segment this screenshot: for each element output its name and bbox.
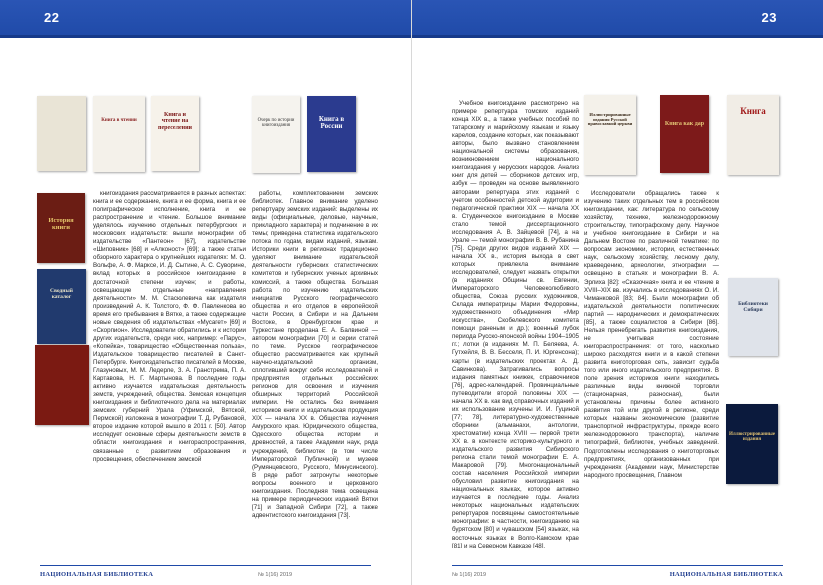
issue-number: № 1(16) 2019 — [452, 572, 487, 578]
right-page — [412, 0, 823, 585]
book-cover: Книга и чтение на переселении — [151, 96, 199, 171]
page-footer — [0, 563, 411, 585]
left-page — [0, 0, 411, 585]
text-column: работы, комплектованием земских библиотек. Главное внимание уделено репертуару земских изданий: выделены их виды (официальные, деловые, научные, прикладного характера) и подчинение в их темы; приведена статистика издательского потока по годам, видам изданий, языкам. Историки книги в регионах традиционно уделяют внимание издательской деятельности губернских статистических комитетов и губернских ученых архивных комиссий, а также общества. Большая работа по изучению издательских инициатив Русского географического общества и его отделов в европейской части России, в Сибири и на Дальнем Востоке, в Оренбургском крае и Туркестане проделана Е. А. Балвиной — автором монографии [70] и серии статей по теме. Русское географическое общество рассматривается как крупный научно-издательский организм, сплотивший вокруг себя исследователей и предприятия отдельных российских регионов для освоения и изучения обширных территорий Российской империи. Не остались без внимания историков книги и издательская продукция XIX — начала XX в. Общества изучения Амурского края. Юридического общества, Одесского общества истории и древностей, а также Академии наук, ряда учреждений, библиотек (в том числе Императорской Публичной) и музеев (Румянцевского, Русского, Минусинского). В ряде работ затронуты некоторые вопросы военного и церковного книгоиздания. Последняя тема освещена на примере периодических изданий Вятки [71] и Западной Сибири [72], а также адвентистского книгоиздания [73]. — [252, 190, 378, 519]
book-cover: Сводный каталог — [37, 269, 86, 344]
book-cover: Книга в чтении — [93, 96, 145, 172]
issue-number: № 1(16) 2019 — [258, 572, 293, 578]
book-cover: Книга в России — [307, 96, 356, 172]
book-cover: Библиотеки Сибири — [728, 278, 778, 356]
page-footer — [412, 563, 823, 585]
text-column: книгоиздания рассматривается в разных аспектах: книга и ее содержание, книга и ее форма, книга и ее полиграфическое исполнение, книга и ее распространение и чтение. Большое внимание уделялось изучению отдельных петербургских и московских издательств: вышли монографии об издательстве «Пантеон» [67], издательстве «Шиповник» [68] и «Алконост» [69]; а также статьи обзорного характера о крупнейших издателях: М. О. Вольфе, А. Ф. Марксе, И. Д. Сытине, А. С. Суворине, вклад которых в российское книгоиздание в достаточной степени изучен; и работы, освещающие отдельные «направления деятельности» М. М. Стасюлевича как издателя произведений А. К. Толстого, Ф. Ф. Павленкова во время его пребывания в Вятке, а также содержащие новые сведения об издательствах «Мусагет» [69] и «Скорпион». Исследователи обратились и к истории других издательств, среди них, например: «Парус», «Копейка», товарищество «Общественная польза», Издательское товарищество писателей в Санкт-Петербурге. Книгоиздательство писателей в Москве, Глазуновых, М. М. Ледерле, З. А. Гранстрема, П. А. Картавова, Н. Г. Мартынова. В последние годы активно изучается издательская деятельность земств, учреждений, общества. Земская концепция книгоиздания и библиотечного дела на материалах земских губерний Урала (Уфимской, Вятской, Пермской) изложена в монографии Т. Д. Рубановой, второе издание которой вышло в 2011 г. [50]. Автор исследует основные сферы деятельности земств в области книгоиздания и книгораспространения, связанные с развитием образования и просвещения, обеспечением земской — [93, 190, 246, 463]
book-cover — [35, 345, 89, 425]
book-cover — [37, 96, 86, 171]
journal-name: НАЦИОНАЛЬНАЯ БИБЛИОТЕКА — [40, 571, 154, 578]
page-number: 22 — [44, 10, 60, 25]
book-cover: Иллюстрированные издания — [726, 404, 778, 484]
journal-name: НАЦИОНАЛЬНАЯ БИБЛИОТЕКА — [669, 571, 783, 578]
book-cover: Книга как дар — [660, 95, 709, 173]
book-cover: История книги — [37, 193, 85, 263]
text-column: Исследователи обращались также к изучению таких отдельных тем в российском книгоиздании, как: литература по сельскому хозяйству, технике, железнодорожному строительству, типографскому делу. Научное и учебное книгоиздание в Сибири и на Дальнем Востоке по различной тематике: по вопросам экономики, истории, естественных наук, сельскому хозяйству, лесному делу, краеведению, археологии, этнографии — освещено в статьях и монографии В. А. Эрлиха [82]: «Сказочная» книга и ее чтение в XVIII–XIX вв. изучались в исследованиях О. И. Чиманковой [83; 84]. Были монографии об издательской деятельности политических партий — народнических и демократических [85], а также социалистов в Сибири [86]. Нельзя пренебрегать развития книгоиздания, не учитывая состояние книгораспространения: от того, насколько широко расходятся книги и в какой степени развита книготорговая сеть, зависит судьба того или иного издательского предприятия. В поле зрения историков книги находились различные виды книжной торговли (стационарная, разносная), были установлены причины более активного развития той или другой в регионе, среди которых названы экономические (развитие транспортной инфраструктуры, прежде всего железнодорожного транспорта), наличие типографий, библиотек, учебных заведений. Подготовлены исследования о книготорговых предприятиях, организованных при учреждениях (Академии наук, Министерстве народного просвещения, Главном — [584, 190, 719, 479]
page-header-band — [0, 0, 411, 38]
book-cover: Иллюстрированные издания Русской православной церкви — [584, 95, 636, 175]
book-cover: Книга — [727, 95, 779, 175]
book-cover: Очерк по истории книгоиздания — [252, 96, 300, 173]
page-number: 23 — [761, 10, 777, 25]
text-column: Учебное книгоиздание рассмотрено на примере репертуара томских изданий конца XIX в., а также учебных пособий по татарскому и марийскому языкам и языку карелов, создание которых, как показывают авторы, было вызвано становлением национальной системы образования, возникновением национального книгоиздания у нерусских народов. Анализ книг для детей — сборников детских игр, азбук — проведен на основе выявленного авторами репертуара этих изданий с учетом особенностей детской аудитории и педагогической практики XIX — начала XX в. Студенческое книгоиздание в Москве стало темой диссертационного исследования А. В. Зайцевой [74], а на Урале — темой монографии В. В. Рубанина [75]. Среди других видов изданий XIX — начала XX в., история выхода в свет которых привлекла внимание исследователей, следует назвать открытки (в изданиях Общины св. Евгении, Императорского Человеколюбивого общества, Союза русских художников, Склада императрицы Марии Федоровны, художественного объединения «Мир искусства», Скобелевского комитета помощи раненым и др.); военный лубок периода Русско-японской войны 1904–1905 гг.; лотки (в изданиях М. П. Беляева, А. Гутхейля, В. В. Бесселя, П. И. Юргенсона); карты (в издательских проектах А. Д. Савинкова). Затрагивались вопросы издания памятных книжек, справочников [76], адрес-календарей. Провинциальные путеводители второй половины XIX — начала XX в. как вид справочных изданий и их использование изучены И. И. Гуциной [77; 78], литературно-художественные сборники (альманахи, антологии, хрестоматии) конца XVIII — первой трети XX в. в контексте историко-культурного и издательского развития Сибирского региона стали темой монографии Е. А. Макаровой [79]. Многонациональный состав населения Российской империи обусловил развитие книгоиздания на национальных языках, которое активно изучается в последние годы. Анализ некоторых национальных издательских репертуаров посвящены самостоятельные монографии: в частности, книгоизданию на бурятском [80] и чувашском [54] языках, на восточных языках в Волго-Камском крае [81] и на Северном Кавказе [48]. — [452, 100, 579, 548]
